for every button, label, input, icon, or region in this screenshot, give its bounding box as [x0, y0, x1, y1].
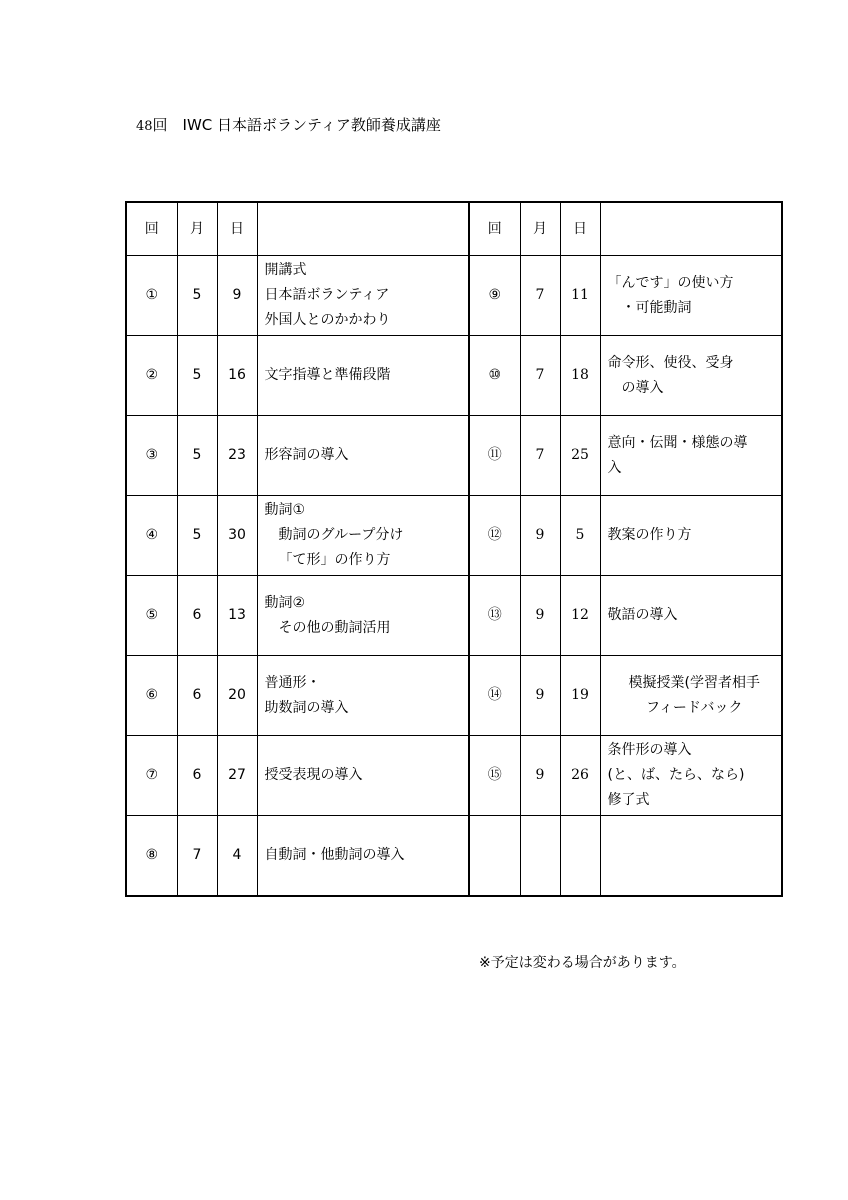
topic-line: その他の動詞活用 — [278, 619, 391, 636]
table-row — [126, 496, 782, 576]
session-topic — [600, 656, 782, 736]
topic-line: 修了式 — [607, 792, 650, 808]
session-month: 5 — [177, 416, 217, 496]
session-month: 7 — [177, 816, 217, 897]
table-row — [126, 656, 782, 736]
session-topic — [257, 496, 469, 576]
header-topic — [257, 202, 469, 256]
session-month: 7 — [520, 336, 560, 416]
topic-line: 開講式 — [264, 262, 307, 278]
topic-line: 条件形の導入 — [607, 742, 692, 758]
session-number: ④ — [126, 496, 177, 576]
topic-line: の導入 — [621, 379, 664, 396]
session-month: 5 — [177, 496, 217, 576]
session-month: 5 — [177, 256, 217, 336]
table-row — [126, 416, 782, 496]
topic-line: 助数詞の導入 — [264, 699, 349, 716]
session-month: 6 — [177, 576, 217, 656]
session-month: 7 — [520, 256, 560, 336]
table-row — [126, 576, 782, 656]
session-topic — [600, 816, 782, 897]
topic-line: 命令形、使役、受身 — [607, 354, 734, 371]
session-topic — [600, 576, 782, 656]
session-topic — [600, 736, 782, 816]
session-day: 9 — [217, 256, 257, 336]
topic-line: 「んです」の使い方 — [607, 274, 734, 291]
session-day: 19 — [560, 656, 600, 736]
session-number: ⑬ — [469, 576, 520, 656]
topic-line: 形容詞の導入 — [264, 447, 349, 463]
session-day: 26 — [560, 736, 600, 816]
session-day: 5 — [560, 496, 600, 576]
session-number: ⑩ — [469, 336, 520, 416]
session-topic — [600, 336, 782, 416]
session-day: 13 — [217, 576, 257, 656]
topic-line: 動詞① — [264, 502, 306, 518]
session-topic — [600, 256, 782, 336]
session-topic — [600, 496, 782, 576]
topic-line: 普通形・ — [264, 674, 321, 691]
course-number: 48 — [136, 119, 153, 134]
session-day: 30 — [217, 496, 257, 576]
header-row — [126, 202, 782, 256]
header-day: 日 — [217, 202, 257, 256]
course-title: 回 IWC 日本語ボランティア教師養成講座 — [152, 116, 441, 134]
session-number: ② — [126, 336, 177, 416]
session-day: 18 — [560, 336, 600, 416]
topic-line: 自動詞・他動詞の導入 — [264, 847, 405, 863]
topic-line: ・可能動詞 — [621, 299, 692, 316]
session-month: 9 — [520, 576, 560, 656]
header-month-right: 月 — [520, 202, 560, 256]
session-topic — [257, 816, 469, 897]
session-month: 9 — [520, 736, 560, 816]
topic-line: 入 — [607, 459, 622, 476]
table-row — [126, 736, 782, 816]
session-month: 9 — [520, 656, 560, 736]
session-number: ⑮ — [469, 736, 520, 816]
table-row — [126, 336, 782, 416]
topic-line: フィードバック — [645, 699, 743, 716]
session-number: ⑨ — [469, 256, 520, 336]
session-topic — [257, 416, 469, 496]
session-topic — [257, 576, 469, 656]
session-day — [560, 816, 600, 897]
header-kai-right: 回 — [469, 202, 520, 256]
table-row — [126, 256, 782, 336]
schedule-table — [125, 201, 783, 897]
session-topic — [257, 336, 469, 416]
session-day: 16 — [217, 336, 257, 416]
session-day: 12 — [560, 576, 600, 656]
topic-line: 日本語ボランティア — [264, 287, 390, 303]
session-number: ⑪ — [469, 416, 520, 496]
session-month: 9 — [520, 496, 560, 576]
session-day: 20 — [217, 656, 257, 736]
session-number: ⑧ — [126, 816, 177, 897]
topic-line: 敬語の導入 — [607, 607, 678, 623]
header-topic-right — [600, 202, 782, 256]
session-month — [520, 816, 560, 897]
session-day: 23 — [217, 416, 257, 496]
session-number: ⑭ — [469, 656, 520, 736]
topic-line: 文字指導と準備段階 — [264, 367, 391, 383]
page-title — [136, 114, 441, 135]
table-row — [126, 816, 782, 897]
topic-line: (と、ば、たら、なら) — [607, 767, 745, 783]
session-topic — [600, 416, 782, 496]
session-month: 5 — [177, 336, 217, 416]
session-topic — [257, 656, 469, 736]
session-month: 7 — [520, 416, 560, 496]
session-number: ⑤ — [126, 576, 177, 656]
session-topic — [257, 736, 469, 816]
session-number — [469, 816, 520, 897]
header-day-right: 日 — [560, 202, 600, 256]
topic-line: 模擬授業(学習者相手 — [628, 674, 760, 691]
session-day: 25 — [560, 416, 600, 496]
session-day: 27 — [217, 736, 257, 816]
session-number: ⑫ — [469, 496, 520, 576]
header-kai: 回 — [126, 202, 177, 256]
header-month: 月 — [177, 202, 217, 256]
topic-line: 意向・伝聞・様態の導 — [607, 434, 748, 451]
session-month: 6 — [177, 656, 217, 736]
session-number: ③ — [126, 416, 177, 496]
topic-line: 授受表現の導入 — [264, 767, 363, 783]
session-day: 11 — [560, 256, 600, 336]
schedule-note: ※予定は変わる場合があります。 — [479, 955, 686, 971]
session-number: ⑦ — [126, 736, 177, 816]
topic-line: 教案の作り方 — [607, 527, 692, 543]
topic-line: 動詞② — [264, 594, 306, 611]
topic-line: 「て形」の作り方 — [278, 552, 391, 568]
session-topic — [257, 256, 469, 336]
session-number: ⑥ — [126, 656, 177, 736]
session-number: ① — [126, 256, 177, 336]
topic-line: 外国人とのかかわり — [264, 312, 391, 328]
session-month: 6 — [177, 736, 217, 816]
topic-line: 動詞のグループ分け — [278, 527, 404, 543]
session-day: 4 — [217, 816, 257, 897]
